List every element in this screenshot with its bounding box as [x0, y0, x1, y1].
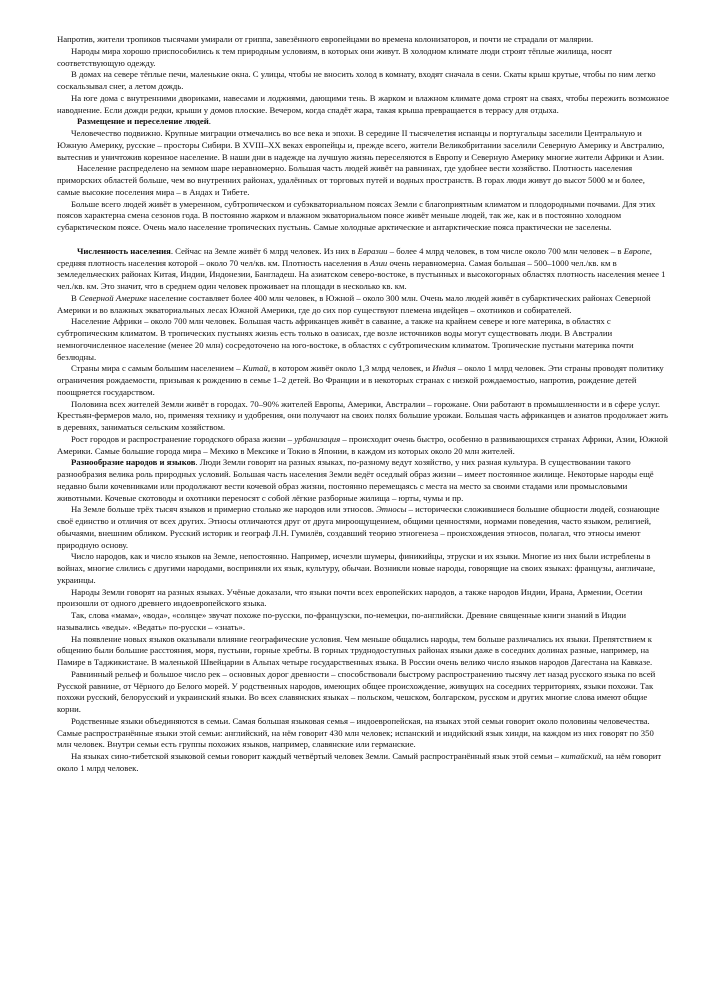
text-run: В [71, 292, 79, 303]
text-run: . [208, 116, 211, 127]
text-run: На появление новых языков оказывали влияние географические условия. Чем меньше общались народы, тем больше различались их языки. Препятствием к общению были большие расстояния, моря, пустыни, горные хребты. В горных труднодоступных районах языки даже в соседних долинах разные, например, на Памире в Таджикистане. В маленькой Швейцарии в Альпах четыре государственных языка. В России очень велико число языков народов Дагестана на Кавказе. [57, 633, 653, 667]
text-run: Население Африки – около 700 млн человек. Большая часть африканцев живёт в саванне, а также на крайнем севере и юге материка, в областях с субтропическим климатом. В тропических пустынях жизнь есть только в оазисах, где возле источников воды могут существовать люди. В Австралии немногочисленное население (менее 20 млн) сосредоточено на юго-востоке, в областях с субтропическим климатом. Тропические пустыни материка почти безлюдны. [57, 316, 634, 362]
text-run: Так, слова «мама», «вода», «солнце» звучат похоже по-русски, по-французски, по-немецки, по-английски. Древние священные книги знаний в Индии назывались «веды». «Ведать» по-русски – «знать». [57, 610, 626, 632]
paragraph [57, 634, 669, 669]
paragraph [57, 199, 669, 234]
text-run: Население распределено на земном шаре неравномерно. Большая часть людей живёт на равнинах, где удобнее вести хозяйство. Плотность населения приморских областей больше, чем во внутренних районах, удалённых от торговых путей и водных пространств. В горах люди живут до высот 5000 м и более, самые высокие поселения мира – в Андах и Тибете. [57, 163, 645, 197]
italic-term: Северной Америке [78, 292, 147, 303]
text-run: Половина всех жителей Земли живёт в городах. 70–90% жителей Европы, Америки, Австралии – горожане. Они работают в промышленности и в сфере услуг. Крестьян-фермеров мало, но, применяя технику и удобрения, они получают на своих полях большие урожаи. Большая часть африканцев и азиатов продолжает жить в деревнях, заниматься сельским хозяйством. [57, 398, 669, 432]
text-run: . Сейчас на Земле живёт 6 млрд человек. Из них в [170, 245, 358, 256]
text-run: Больше всего людей живёт в умеренном, субтропическом и субэкваториальном поясах Земли с благоприятным климатом и плодородными почвами. Для этих поясов характерна смена сезонов года. В постоянно жарком и влажном экваториальном поясе живёт меньше людей, так же, как и в постоянно холодном субарктическом поясе. Очень мало население тропических пустынь. Самые холодные арктические и антарктические пояса практически не заселены. [57, 198, 656, 232]
paragraph [57, 128, 669, 163]
paragraph [57, 163, 669, 198]
bold-text: Размещение и переселение людей [77, 116, 209, 127]
text-run: В домах на севере тёплые печи, маленькие окна. С улицы, чтобы не вносить холод в комнату, входят сначала в сени. Скаты крыш крутые, чтобы по ним легко соскальзывал снег, а летом дождь. [57, 69, 656, 91]
text-run: На юге дома с внутренними двориками, навесами и лоджиями, дающими тень. В жарком и влажном климате дома строят на сваях, чтобы пережить возможное наводнение. Если дожди редки, крыши у домов плоские. Вечером, когда спадёт жара, такая крыша превращается в террасу для отдыха. [57, 92, 669, 115]
section-heading [57, 116, 669, 128]
text-run: – более 4 млрд человек, в том числе около 700 млн человек – в [387, 245, 624, 256]
paragraph [57, 316, 669, 363]
bold-text: Численность населения [77, 245, 171, 256]
text-run: Народы Земли говорят на разных языках. Учёные доказали, что языки почти всех европейских народов, а также народов Индии, Ирана, Армении, Осетии произошли от одного древнего индоевропейского языка. [57, 586, 643, 609]
text-run: , на нём говорит около 1 млрд человек. [57, 751, 662, 773]
text-run: – происходит очень быстро, особенно в развивающихся странах Африки, Азии, Южной Америки. Самые большие города мира – Мехико в Мексике и Токио в Японии, в каждом из которых около 20 млн жителей. [57, 433, 668, 456]
paragraph [57, 669, 669, 716]
text-run: Страны мира с самым большим населением – [71, 363, 243, 374]
italic-term: Евразии [357, 245, 388, 256]
text-run: Число народов, как и число языков на Земле, непостоянно. Например, исчезли шумеры, финикийцы, этруски и их языки. Многие из них были истреблены в войнах, многие слились с другими народами, восприняли их язык, культуру, обычаи. Возникли новые народы, говорящие на своих языках: французы, англичане, украинцы. [57, 551, 656, 585]
paragraph [57, 293, 669, 317]
text-run: Равнинный рельеф и большое число рек – основных дорог древности – способствовали быстрому распространению тысячу лет назад русского языка по всей Русской равнине, от Чёрного до Белого морей. У родственных народов, имеющих общее происхождение, живущих на соседних территориях, языки похожи. Так похожи русский, белорусский и украинский языки. Во всех славянских языках – польском, чешском, болгарском, русском и других многие слова имеют общие корни. [57, 668, 656, 714]
spacer [57, 234, 669, 246]
paragraph [57, 434, 669, 458]
text-run: . Люди Земли говорят на разных языках, по-разному ведут хозяйство, у них разная культура. В существовании такого разнообразия велика роль природных условий. Большая часть населения Земли ведёт оседлый образ жизни – имеет постоянное жилище. Некоторые народы ещё недавно были кочевниками или продолжают вести кочевой образ жизни, постоянно перемещаясь с места на место за своими стадами или промысловыми животными. Кочевые скотоводы и охотники переносят с собой лёгкие разборные жилища – юрты, чумы и пр. [57, 457, 654, 503]
italic-term: Этносы [376, 504, 407, 515]
italic-term: китайский [561, 751, 602, 761]
text-run: , средняя плотность населения которой – около 70 чел/кв. км. Плотность населения в [57, 245, 652, 268]
text-run: – исторически сложившиеся большие общности людей, сознающие своё единство и отличия от всех других. Этносы отличаются друг от друга мироощущением, общими ценностями, нормами поведения, часто языком, религией, обычаями, внешним обликом. Русский историк и географ Л.Н. Гумилёв, создавший теорию этногенеза – происхождения этносов, полагал, что этносы имеют природную основу. [57, 504, 660, 550]
bold-text: Разнообразие народов и языков [71, 457, 196, 468]
italic-term: Европе [623, 245, 650, 256]
paragraph [57, 610, 669, 634]
text-run: Рост городов и распространение городского образа жизни – [71, 433, 295, 444]
text-run: Напротив, жители тропиков тысячами умирали от гриппа, завезённого европейцами во времена колонизаторов, и почти не страдали от малярии. [57, 34, 594, 44]
paragraph [57, 34, 669, 46]
paragraph [57, 69, 669, 93]
paragraph [57, 551, 669, 586]
paragraph [57, 457, 669, 504]
text-run: Народы мира хорошо приспособились к тем природным условиям, в которых они живут. В холодном климате люди строят тёплые жилища, носят соответствующую одежду. [57, 45, 613, 68]
paragraph [57, 363, 669, 398]
paragraph [57, 716, 669, 751]
paragraph [57, 246, 669, 293]
paragraph [57, 587, 669, 611]
text-run: Человечество подвижно. Крупные миграции отмечались во все века и эпохи. В середине II тысячелетия испанцы и португальцы заселили Центральную и Южную Америку, русские – просторы Сибири. В XVIII–XX веках европейцы и, прежде всего, жители Великобритании заселили Северную Америку и Австралию, вытеснив и уничтожив коренное население. В наши дни в надежде на лучшую жизнь переселяются в Европу и Северную Америку многие жители Африки и Азии. [57, 128, 665, 162]
text-run: – около 1 млрд человек. Эти страны проводят политику ограничения рождаемости, призывая к рождению в семье 1–2 детей. Во Франции и в некоторых странах с низкой рождаемостью, напротив, рождение детей поощряется государством. [57, 363, 664, 397]
text-run: население составляет более 400 млн человек, в Южной – около 300 млн. Очень мало людей живёт в субарктических районах Северной Америки и во влажных экваториальных лесах Южной Америки, где до сих пор существуют племена индейцев – охотников и собирателей. [57, 292, 651, 315]
paragraph [57, 751, 669, 775]
text-run: Родственные языки объединяются в семьи. Самая большая языковая семья – индоевропейская, на языках этой семьи говорит около половины человечества. Самые распространённые языки этой семьи: английский, на нём говорит 430 млн человек; испанский и индийский язык хинди, на каждом из них говорят по 350 млн человек. Внутри семьи есть группы похожих языков, например, славянские или германские. [57, 715, 654, 750]
paragraph [57, 93, 669, 117]
paragraph [57, 399, 669, 434]
italic-term: Азии [369, 257, 388, 268]
paragraph [57, 46, 669, 70]
paragraph [57, 504, 669, 551]
text-run: , в котором живёт около 1,3 млрд человек, и [267, 363, 433, 374]
text-run: На языках сино-тибетской языковой семьи говорит каждый четвёртый человек Земли. Самый распространённый язык этой семьи – [71, 751, 562, 761]
text-run: очень неравномерна. Самая большая – 500–1000 чел./кв. км в земледельческих районах Китая, Индии, Индонезии, Бангладеш. На азиатском северо-востоке, в пустынных и высокогорных областях плотность населения менее 1 чел./кв. км. Это значит, что в среднем один человек проживает на площади в несколько кв. км. [57, 257, 666, 291]
text-run: На Земле больше трёх тысяч языков и примерно столько же народов или этносов. [71, 504, 377, 515]
italic-term: урбанизация [294, 433, 341, 444]
italic-term: Китай [242, 363, 268, 374]
italic-term: Индия [432, 363, 456, 374]
